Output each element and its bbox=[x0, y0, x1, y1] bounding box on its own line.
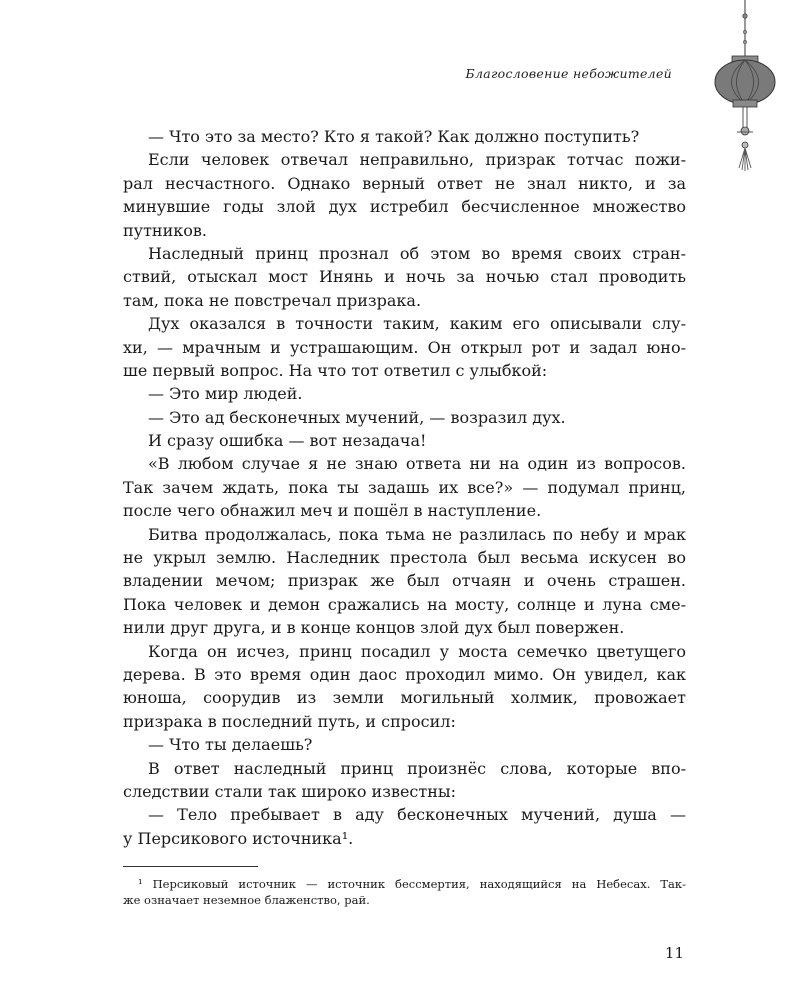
text-line: «В любом случае я не знаю ответа ни на один из вопросов. bbox=[148, 454, 686, 474]
text-line: дерева. В это время один даос проходил мимо. Он увидел, как bbox=[123, 664, 686, 684]
footnote bbox=[123, 876, 686, 908]
text-line: Наследный принц прознал об этом во время своих стран- bbox=[148, 243, 686, 263]
text-line: В ответ наследный принц произнёс слова, которые впо- bbox=[148, 758, 686, 778]
page-number: 11 bbox=[664, 944, 684, 962]
text-line: — Что это за место? Кто я такой? Как должно поступить? bbox=[148, 127, 640, 146]
text-line: Битва продолжалась, пока тьма не разлилась по небу и мрак bbox=[148, 524, 686, 544]
running-head: Благословение небожителей bbox=[465, 66, 672, 81]
text-line: призрака в последний путь, и спросил: bbox=[123, 711, 456, 731]
text-line: следствии стали так широко известны: bbox=[123, 781, 457, 801]
lantern-illustration bbox=[700, 0, 790, 175]
text-line: владении мечом; призрак же был отчаян и очень страшен. bbox=[123, 571, 686, 591]
text-line: ствий, отыскал мост Инянь и ночь за ночью стал проводить bbox=[123, 267, 686, 287]
text-line: Когда он исчез, принц посадил у моста семечко цветущего bbox=[148, 641, 686, 661]
text-line: — Тело пребывает в аду бесконечных мучений, душа — bbox=[148, 805, 686, 825]
text-line: Дух оказался в точности таким, каким его описывали слу- bbox=[148, 314, 686, 334]
footnote-line: же означает неземное блаженство, рай. bbox=[123, 893, 370, 907]
text-line: хи, — мрачным и устрашающим. Он открыл рот и задал юно- bbox=[123, 337, 686, 357]
text-line: ше первый вопрос. На что тот ответил с улыбкой: bbox=[123, 360, 548, 380]
text-line: юноша, соорудив из земли могильный холмик, провожает bbox=[123, 688, 686, 708]
text-line: И сразу ошибка — вот незадача! bbox=[148, 431, 427, 451]
text-line: — Что ты делаешь? bbox=[148, 735, 313, 755]
text-line: — Это ад бесконечных мучений, — возразил дух. bbox=[148, 407, 566, 427]
text-line: — Это мир людей. bbox=[148, 384, 303, 404]
footnote-line: ¹ Персиковый источник — источник бессмертия, находящийся на Небесах. Так- bbox=[138, 877, 686, 891]
text-line: после чего обнажил меч и пошёл в наступление. bbox=[123, 501, 542, 521]
text-line: рал несчастного. Однако верный ответ не знал никто, и за bbox=[123, 173, 686, 193]
text-line: у Персикового источника¹. bbox=[123, 828, 354, 848]
footnote-rule bbox=[123, 866, 258, 867]
text-line: не укрыл землю. Наследник престола был весьма искусен во bbox=[123, 548, 686, 568]
body-text bbox=[123, 125, 686, 850]
text-line: минувшие годы злой дух истребил бесчисленное множество bbox=[123, 197, 686, 217]
text-line: нили друг друга, и в конце концов злой дух был повержен. bbox=[123, 618, 625, 638]
text-line: там, пока не повстречал призрака. bbox=[123, 290, 422, 310]
text-line: путников. bbox=[123, 220, 207, 240]
text-line: Так зачем ждать, пока ты задашь их все?» — подумал принц, bbox=[123, 477, 686, 497]
text-line: Пока человек и демон сражались на мосту, солнце и луна сме- bbox=[123, 594, 686, 614]
text-line: Если человек отвечал неправильно, призрак тотчас пожи- bbox=[148, 150, 686, 170]
